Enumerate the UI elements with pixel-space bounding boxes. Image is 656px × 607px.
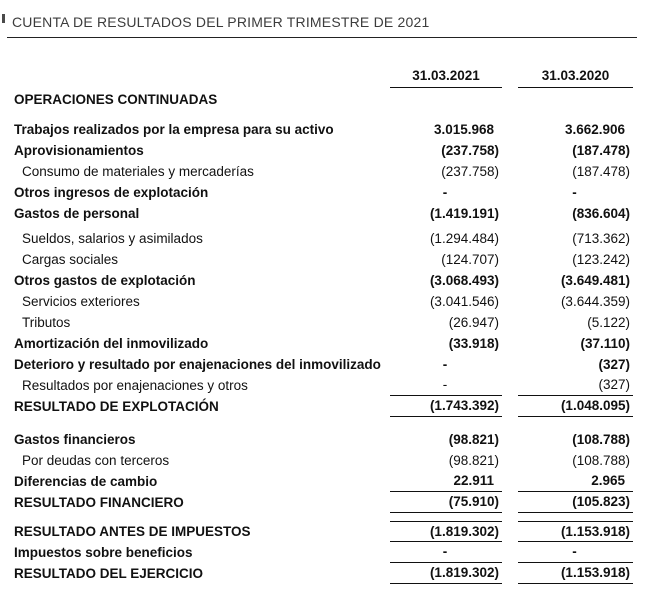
- statement-rows: [0, 119, 656, 584]
- row-label: Cargas sociales: [22, 252, 119, 267]
- column-header-row: [0, 68, 656, 88]
- statement-row: [0, 203, 656, 224]
- value-col2: 3.662.906: [564, 122, 625, 137]
- value-col1: (1.294.484): [429, 231, 499, 246]
- value-col1: (3.068.493): [429, 273, 499, 288]
- statement-row: [0, 119, 656, 140]
- value-col2: (1.153.918): [518, 563, 633, 584]
- value-col2: (187.478): [572, 164, 630, 179]
- screen-edge-artifact: [2, 14, 5, 23]
- row-label: RESULTADO ANTES DE IMPUESTOS: [14, 524, 251, 539]
- value-col2: (327): [518, 375, 633, 396]
- row-label: Por deudas con terceros: [22, 453, 170, 468]
- value-col1: 22.911: [390, 471, 502, 492]
- value-col1: (75.910): [390, 492, 502, 513]
- value-col2: (713.362): [572, 231, 630, 246]
- row-label: Impuestos sobre beneficios: [14, 545, 193, 560]
- value-col1: 3.015.968: [433, 122, 494, 137]
- value-col2: -: [572, 185, 577, 200]
- statement-row: [0, 291, 656, 312]
- value-col2: (327): [598, 357, 630, 372]
- value-col2: (187.478): [572, 143, 630, 158]
- value-col2: (3.644.359): [560, 294, 630, 309]
- value-col2: (3.649.481): [560, 273, 630, 288]
- value-col1: (237.758): [441, 143, 499, 158]
- value-col1: (98.821): [448, 453, 499, 468]
- value-col1: (3.041.546): [429, 294, 499, 309]
- statement-row: [0, 563, 656, 584]
- statement-row: [0, 161, 656, 182]
- value-col1: -: [390, 542, 502, 563]
- column-header-2021: 31.03.2021: [390, 68, 502, 88]
- statement-row: [0, 312, 656, 333]
- row-label: Otros gastos de explotación: [14, 273, 196, 288]
- row-label: RESULTADO FINANCIERO: [14, 495, 184, 510]
- value-col2: (108.788): [572, 432, 630, 447]
- value-col1: (1.743.392): [390, 396, 502, 417]
- value-col1: -: [390, 375, 502, 396]
- value-col1: (1.819.302): [390, 521, 502, 542]
- statement-row: [0, 521, 656, 542]
- title-rule: [7, 37, 637, 38]
- statement-title: CUENTA DE RESULTADOS DEL PRIMER TRIMESTRE DE 2021: [12, 14, 430, 30]
- value-col2: (1.153.918): [518, 521, 633, 542]
- row-label: Deterioro y resultado por enajenaciones del inmovilizado: [14, 357, 381, 372]
- value-col1: (237.758): [441, 164, 499, 179]
- row-label: Tributos: [22, 315, 71, 330]
- row-label: Consumo de materiales y mercaderías: [22, 164, 254, 179]
- value-col1: (26.947): [448, 315, 499, 330]
- value-col1: (1.819.302): [390, 563, 502, 584]
- row-label: Servicios exteriores: [22, 294, 140, 309]
- section-header-operaciones-continuadas: OPERACIONES CONTINUADAS: [14, 92, 218, 107]
- statement-row: [0, 429, 656, 450]
- statement-row: [0, 375, 656, 396]
- row-label: Amortización del inmovilizado: [14, 336, 209, 351]
- value-col2: (105.823): [518, 492, 633, 513]
- row-label: Trabajos realizados por la empresa para su activo: [14, 122, 334, 137]
- row-label: Gastos de personal: [14, 206, 140, 221]
- statement-row: [0, 354, 656, 375]
- value-col1: -: [442, 185, 448, 200]
- income-statement-document: [0, 14, 656, 584]
- column-header-2020: 31.03.2020: [518, 68, 633, 88]
- row-label: Gastos financieros: [14, 432, 136, 447]
- value-col1: -: [442, 357, 448, 372]
- row-label: Resultados por enajenaciones y otros: [22, 378, 248, 393]
- statement-row: [0, 396, 656, 417]
- statement-row: [0, 182, 656, 203]
- statement-row: [0, 542, 656, 563]
- statement-row: [0, 333, 656, 354]
- statement-row: [0, 450, 656, 471]
- value-col2: -: [518, 542, 633, 563]
- value-col2: (108.788): [572, 453, 630, 468]
- statement-row: [0, 228, 656, 249]
- row-label: RESULTADO DEL EJERCICIO: [14, 566, 204, 581]
- statement-row: [0, 140, 656, 161]
- row-label: Sueldos, salarios y asimilados: [22, 231, 203, 246]
- value-col2: (123.242): [572, 252, 630, 267]
- value-col2: (836.604): [572, 206, 630, 221]
- row-label: RESULTADO DE EXPLOTACIÓN: [14, 399, 219, 414]
- value-col1: (124.707): [441, 252, 499, 267]
- row-label: Otros ingresos de explotación: [14, 185, 209, 200]
- value-col1: (33.918): [448, 336, 499, 351]
- statement-row: [0, 249, 656, 270]
- row-label: Diferencias de cambio: [14, 474, 158, 489]
- value-col2: (1.048.095): [518, 396, 633, 417]
- statement-row: [0, 270, 656, 291]
- row-label: Aprovisionamientos: [14, 143, 144, 158]
- value-col2: 2.965: [518, 471, 633, 492]
- statement-row: [0, 471, 656, 492]
- value-col1: (1.419.191): [429, 206, 499, 221]
- value-col2: (5.122): [587, 315, 630, 330]
- value-col2: (37.110): [580, 336, 630, 351]
- value-col1: (98.821): [448, 432, 499, 447]
- statement-row: [0, 492, 656, 513]
